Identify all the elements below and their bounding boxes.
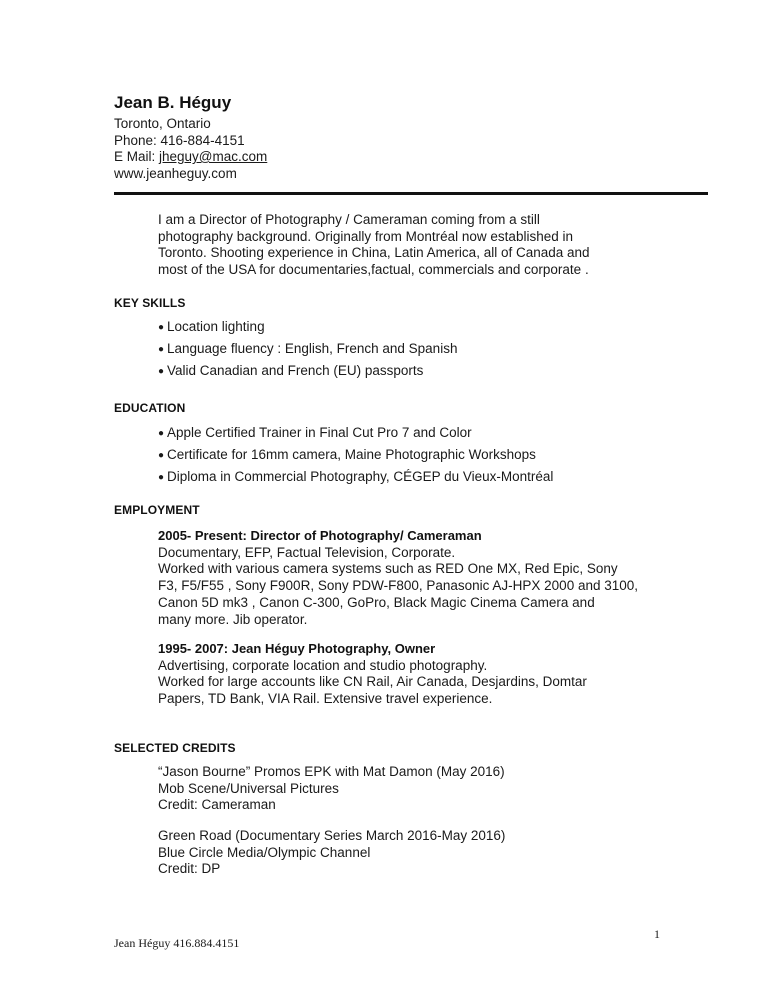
education-list <box>158 422 698 488</box>
education-heading: EDUCATION <box>114 401 186 415</box>
job-line: many more. Jib operator. <box>158 611 308 627</box>
credit-line: “Jason Bourne” Promos EPK with Mat Damon (May 2016) <box>158 764 505 779</box>
bullet-icon: ● <box>158 450 165 461</box>
credit-line: Credit: DP <box>158 861 221 877</box>
key-skills-heading: KEY SKILLS <box>114 296 186 310</box>
job-line: F3, F5/F55 , Sony F900R, Sony PDW-F800, Panasonic AJ-HPX 2000 and 3100, <box>158 578 639 594</box>
summary-line: I am a Director of Photography / Cameraman coming from a still <box>158 212 540 227</box>
credit-line: Mob Scene/Universal Pictures <box>158 780 339 796</box>
list-item: ● Diploma in Commercial Photography, CÉGEP du Vieux-Montréal <box>158 466 698 488</box>
list-item: ● Language fluency : English, French and Spanish <box>158 338 698 360</box>
bullet-icon: ● <box>158 428 165 439</box>
job-line: Papers, TD Bank, VIA Rail. Extensive travel experience. <box>158 691 493 707</box>
email-link[interactable]: jheguy@mac.com <box>159 149 268 164</box>
job-line: Canon 5D mk3 , Canon C-300, GoPro, Black Magic Cinema Camera and <box>158 594 595 610</box>
list-item: ● Location lighting <box>158 316 698 338</box>
summary-line: Toronto. Shooting experience in China, Latin America, all of Canada and <box>158 245 590 261</box>
website-link[interactable]: www.jeanheguy.com <box>114 165 237 181</box>
job-entry <box>158 641 668 708</box>
bullet-icon: ● <box>158 322 165 333</box>
credit-line: Blue Circle Media/Olympic Channel <box>158 844 371 860</box>
bullet-icon: ● <box>158 472 165 483</box>
credit-line: Green Road (Documentary Series March 2016-May 2016) <box>158 828 506 843</box>
list-item: ● Apple Certified Trainer in Final Cut Pro 7 and Color <box>158 422 698 444</box>
credit-entry <box>158 764 658 814</box>
footer-text: Jean Héguy 416.884.4151 <box>114 936 240 950</box>
bullet-icon: ● <box>158 366 165 377</box>
job-title: 2005- Present: Director of Photography/ Cameraman <box>158 528 482 543</box>
job-line: Worked with various camera systems such as RED One MX, Red Epic, Sony <box>158 561 618 577</box>
employment-heading: EMPLOYMENT <box>114 503 200 517</box>
summary-line: photography background. Originally from Montréal now established in <box>158 228 573 244</box>
list-item: ● Valid Canadian and French (EU) passports <box>158 360 698 382</box>
summary-line: most of the USA for documentaries,factual, commercials and corporate . <box>158 262 589 278</box>
credit-entry <box>158 828 658 878</box>
job-title: 1995- 2007: Jean Héguy Photography, Owner <box>158 641 436 656</box>
job-line: Advertising, corporate location and studio photography. <box>158 657 488 673</box>
email-label: E Mail: <box>114 149 160 164</box>
job-line: Worked for large accounts like CN Rail, Air Canada, Desjardins, Domtar <box>158 674 587 690</box>
resume-header <box>114 92 714 182</box>
summary-paragraph <box>158 212 658 279</box>
page-number: 1 <box>654 927 660 941</box>
person-name: Jean B. Héguy <box>114 93 232 112</box>
header-divider <box>114 192 708 195</box>
city-line: Toronto, Ontario <box>114 116 211 131</box>
bullet-icon: ● <box>158 344 165 355</box>
job-line: Documentary, EFP, Factual Television, Corporate. <box>158 544 456 560</box>
key-skills-list <box>158 316 698 382</box>
selected-credits-heading: SELECTED CREDITS <box>114 741 236 755</box>
email-line <box>114 149 714 166</box>
list-item: ● Certificate for 16mm camera, Maine Photographic Workshops <box>158 444 698 466</box>
phone-line: Phone: 416-884-4151 <box>114 132 245 148</box>
credit-line: Credit: Cameraman <box>158 797 276 813</box>
job-entry <box>158 528 668 628</box>
